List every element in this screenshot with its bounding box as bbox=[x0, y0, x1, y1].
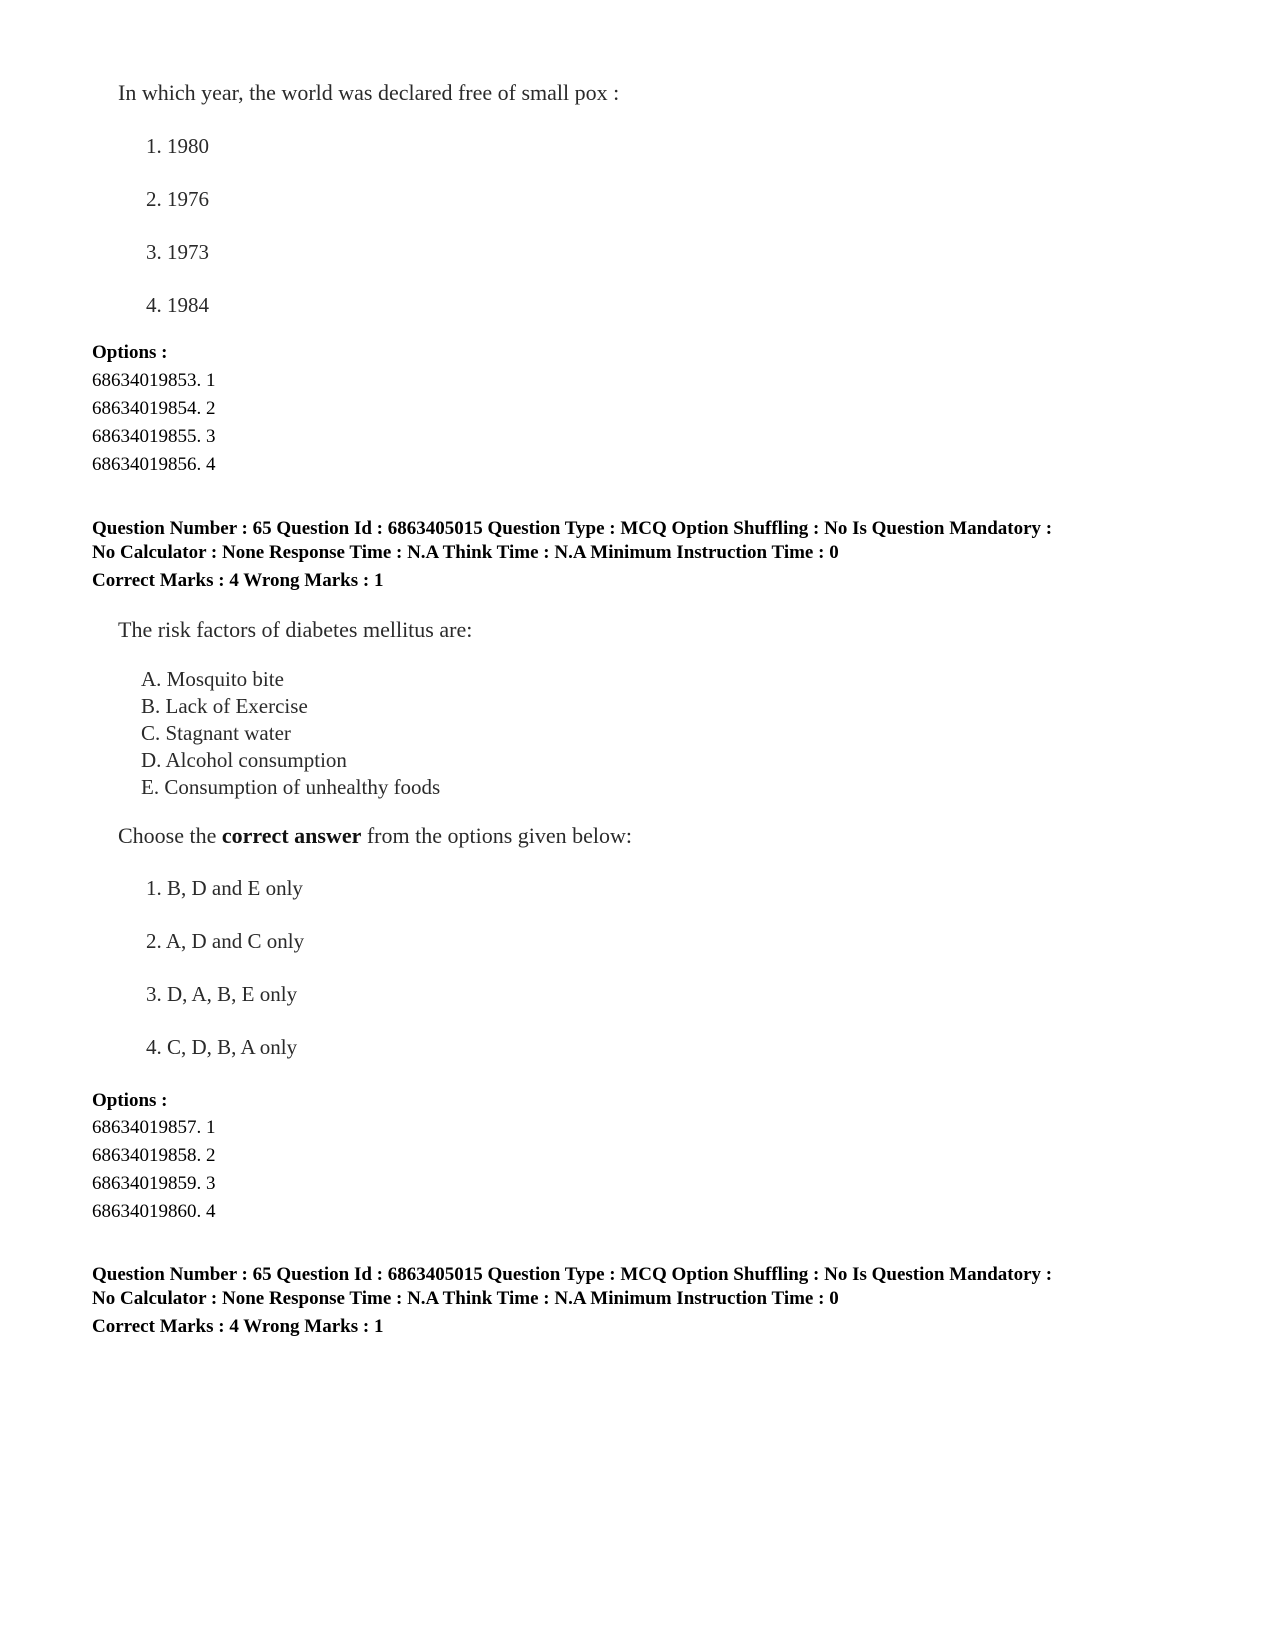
instruction-text bbox=[118, 823, 632, 849]
option-id: 68634019854. 2 bbox=[92, 398, 216, 419]
choice-2: 2. A, D and C only bbox=[146, 929, 305, 953]
choice-1: 1. B, D and E only bbox=[146, 876, 303, 900]
statement-e: E. Consumption of unhealthy foods bbox=[141, 775, 441, 799]
choice-4: 4. C, D, B, A only bbox=[146, 1035, 298, 1059]
instruction-bold: correct answer bbox=[221, 823, 362, 848]
question-meta-line: No Calculator : None Response Time : N.A Think Time : N.A Minimum Instruction Time : 0 bbox=[92, 542, 839, 563]
choice-2: 2. 1976 bbox=[146, 187, 209, 211]
question-meta-line: No Calculator : None Response Time : N.A Think Time : N.A Minimum Instruction Time : 0 bbox=[92, 1288, 839, 1309]
options-label: Options : bbox=[92, 342, 168, 363]
choice-1: 1. 1980 bbox=[146, 134, 209, 158]
instruction-pre: Choose the bbox=[118, 823, 222, 848]
options-label: Options : bbox=[92, 1090, 168, 1111]
statement-b: B. Lack of Exercise bbox=[141, 694, 308, 718]
option-id: 68634019856. 4 bbox=[92, 454, 216, 475]
statement-d: D. Alcohol consumption bbox=[141, 748, 347, 772]
option-id: 68634019853. 1 bbox=[92, 370, 216, 391]
statement-a: A. Mosquito bite bbox=[141, 667, 284, 691]
question-meta-line: Question Number : 65 Question Id : 6863405015 Question Type : MCQ Option Shuffling : No Is Question Mandatory : bbox=[92, 518, 1053, 539]
option-id: 68634019860. 4 bbox=[92, 1201, 216, 1222]
choice-3: 3. 1973 bbox=[146, 240, 209, 264]
statement-c: C. Stagnant water bbox=[141, 721, 291, 745]
marks-line: Correct Marks : 4 Wrong Marks : 1 bbox=[92, 1316, 384, 1337]
choice-4: 4. 1984 bbox=[146, 293, 209, 317]
question-meta-line: Question Number : 65 Question Id : 6863405015 Question Type : MCQ Option Shuffling : No Is Question Mandatory : bbox=[92, 1264, 1053, 1285]
choice-3: 3. D, A, B, E only bbox=[146, 982, 298, 1006]
instruction-post: from the options given below: bbox=[361, 823, 633, 848]
option-id: 68634019855. 3 bbox=[92, 426, 216, 447]
marks-line: Correct Marks : 4 Wrong Marks : 1 bbox=[92, 570, 384, 591]
option-id: 68634019859. 3 bbox=[92, 1173, 216, 1194]
option-id: 68634019857. 1 bbox=[92, 1117, 216, 1138]
question-text: In which year, the world was declared free of small pox : bbox=[118, 80, 620, 105]
option-id: 68634019858. 2 bbox=[92, 1145, 216, 1166]
question-text: The risk factors of diabetes mellitus are: bbox=[118, 617, 473, 642]
